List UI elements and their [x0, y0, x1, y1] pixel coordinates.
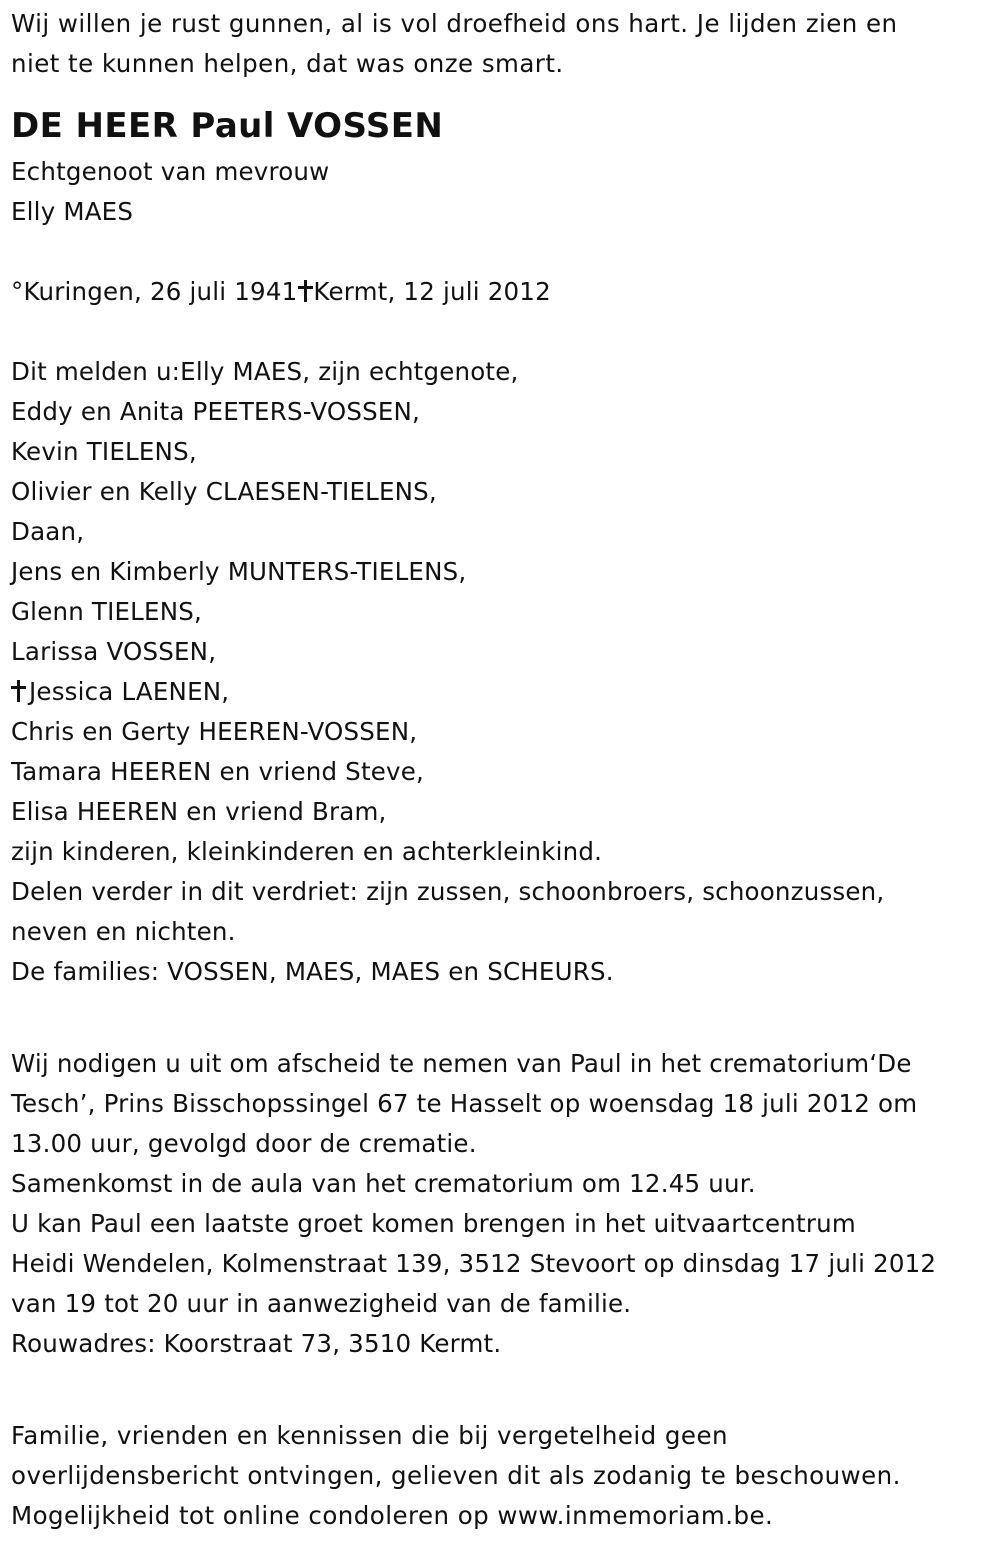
birth-info: °Kuringen, 26 juli 1941	[11, 277, 298, 306]
family-line: Glenn TIELENS,	[11, 597, 202, 626]
ceremony-line: U kan Paul een laatste groet komen brengen in het uitvaartcentrum	[11, 1209, 856, 1238]
family-line: Kevin TIELENS,	[11, 437, 197, 466]
family-line: Larissa VOSSEN,	[11, 637, 217, 666]
family-line: Eddy en Anita PEETERS-VOSSEN,	[11, 397, 421, 426]
family-line: neven en nichten.	[11, 917, 236, 946]
family-line: Olivier en Kelly CLAESEN-TIELENS,	[11, 477, 437, 506]
cross-icon	[298, 280, 312, 302]
family-line: Delen verder in dit verdriet: zijn zussen, schoonbroers, schoonzussen,	[11, 877, 885, 906]
closing-note	[11, 1416, 990, 1536]
family-line: Elisa HEEREN en vriend Bram,	[11, 797, 387, 826]
life-dates	[11, 272, 990, 312]
family-line-text: Jessica LAENEN,	[29, 677, 230, 706]
spouse-line-1: Echtgenoot van mevrouw	[11, 157, 330, 186]
family-line: Jens en Kimberly MUNTERS-TIELENS,	[11, 557, 467, 586]
spouse-line-2: Elly MAES	[11, 197, 134, 226]
family-line: De families: VOSSEN, MAES, MAES en SCHEURS.	[11, 957, 614, 986]
family-line: Daan,	[11, 517, 85, 546]
closing-line: Familie, vrienden en kennissen die bij vergetelheid geen	[11, 1421, 728, 1450]
family-line: Tamara HEEREN en vriend Steve,	[11, 757, 424, 786]
intro-line-1: Wij willen je rust gunnen, al is vol droefheid ons hart. Je lijden zien en	[11, 9, 898, 38]
ceremony-line: Wij nodigen u uit om afscheid te nemen van Paul in het crematorium‘De	[11, 1049, 912, 1078]
ceremony-line: Tesch’, Prins Bisschopssingel 67 te Hasselt op woensdag 18 juli 2012 om	[11, 1089, 918, 1118]
ceremony-line: 13.00 uur, gevolgd door de crematie.	[11, 1129, 477, 1158]
family-line: Chris en Gerty HEEREN-VOSSEN,	[11, 717, 418, 746]
ceremony-line: Heidi Wendelen, Kolmenstraat 139, 3512 Stevoort op dinsdag 17 juli 2012	[11, 1249, 937, 1278]
closing-line: overlijdensbericht ontvingen, gelieven dit als zodanig te beschouwen.	[11, 1461, 901, 1490]
ceremony-line: van 19 tot 20 uur in aanwezigheid van de familie.	[11, 1289, 632, 1318]
ceremony-info	[11, 1044, 990, 1364]
ceremony-line: Rouwadres: Koorstraat 73, 3510 Kermt.	[11, 1329, 502, 1358]
death-info: Kermt, 12 juli 2012	[313, 277, 551, 306]
closing-line: Mogelijkheid tot online condoleren op www.inmemoriam.be.	[11, 1501, 774, 1530]
family-line-deceased	[11, 672, 990, 712]
family-line: zijn kinderen, kleinkinderen en achterkleinkind.	[11, 837, 603, 866]
family-list	[11, 352, 990, 992]
deceased-name: DE HEER Paul VOSSEN	[11, 106, 444, 146]
intro-line-2: niet te kunnen helpen, dat was onze smart.	[11, 49, 564, 78]
ceremony-line: Samenkomst in de aula van het crematorium om 12.45 uur.	[11, 1169, 756, 1198]
family-line: Dit melden u:Elly MAES, zijn echtgenote,	[11, 357, 519, 386]
cross-icon	[11, 680, 25, 702]
